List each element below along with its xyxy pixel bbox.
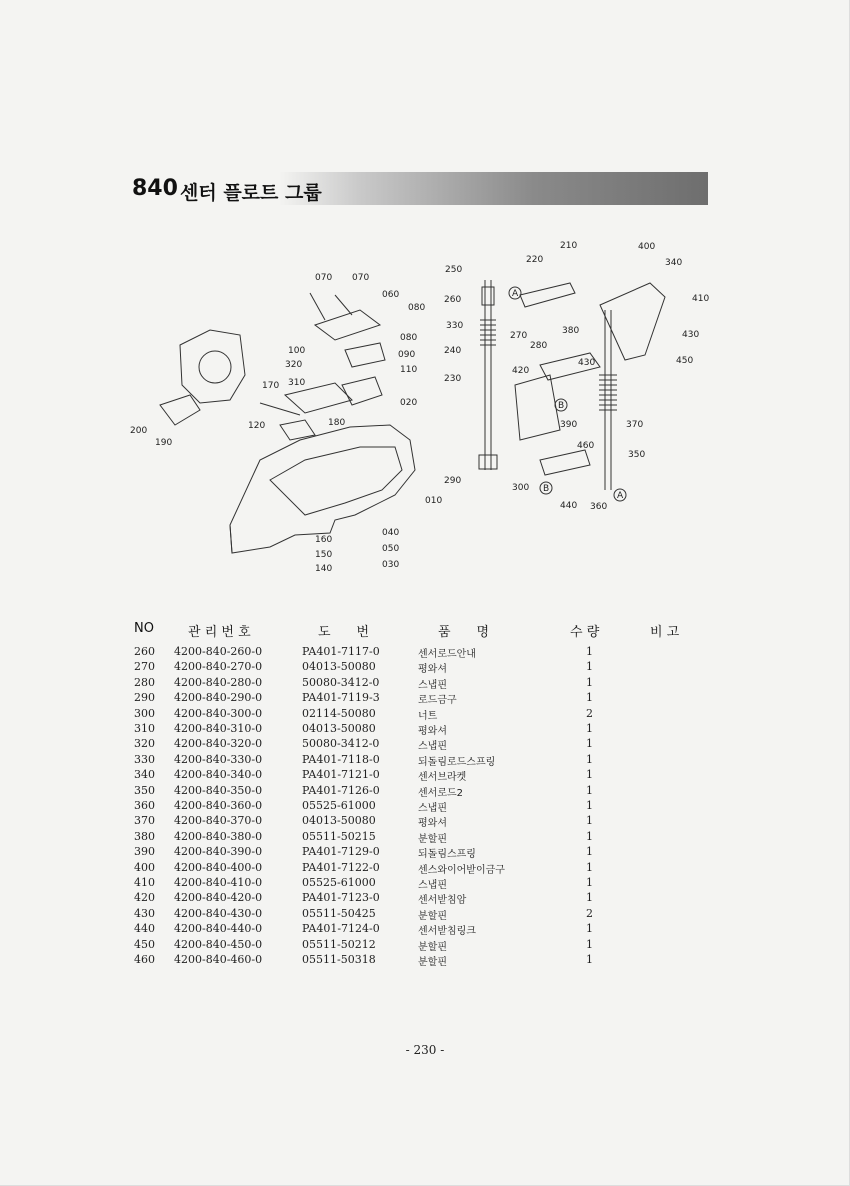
exploded-parts-diagram bbox=[120, 235, 720, 590]
table-row bbox=[0, 691, 850, 706]
cell-drawing: 04013-50080 bbox=[302, 814, 376, 828]
table-row bbox=[0, 799, 850, 814]
part-callout: 300 bbox=[512, 483, 530, 493]
cell-drawing: 50080-3412-0 bbox=[302, 675, 380, 689]
part-callout: 460 bbox=[577, 441, 595, 451]
cell-mgmt: 4200-840-430-0 bbox=[174, 906, 263, 920]
cell-drawing: PA401-7121-0 bbox=[302, 768, 380, 782]
cell-mgmt: 4200-840-370-0 bbox=[174, 814, 263, 828]
part-callout: 150 bbox=[315, 550, 333, 560]
part-callout: 240 bbox=[444, 346, 462, 356]
cell-mgmt: 4200-840-440-0 bbox=[174, 922, 263, 936]
cell-name: 센서로드안내 bbox=[418, 649, 476, 660]
cell-qty: 1 bbox=[586, 783, 593, 797]
cell-qty: 1 bbox=[586, 675, 593, 689]
table-row bbox=[0, 907, 850, 922]
reference-marker: B bbox=[543, 484, 550, 494]
table-row bbox=[0, 938, 850, 953]
header-remark: 비 고 bbox=[650, 625, 680, 640]
cell-mgmt: 4200-840-280-0 bbox=[174, 675, 263, 689]
cell-name: 되돌림스프링 bbox=[418, 849, 476, 861]
cell-mgmt: 4200-840-420-0 bbox=[174, 891, 263, 905]
cell-qty: 1 bbox=[586, 829, 593, 843]
cell-qty: 1 bbox=[586, 891, 593, 905]
cell-name: 센서브라켓 bbox=[418, 772, 467, 784]
table-row bbox=[0, 891, 850, 906]
cell-no: 280 bbox=[134, 675, 155, 689]
cell-name: 스냅핀 bbox=[418, 679, 447, 691]
cell-name: 평와셔 bbox=[418, 726, 447, 737]
part-callout: 040 bbox=[382, 528, 400, 538]
cell-qty: 1 bbox=[586, 660, 593, 674]
cell-no: 370 bbox=[134, 814, 155, 828]
cell-drawing: PA401-7118-0 bbox=[302, 752, 380, 766]
cell-qty: 1 bbox=[586, 768, 593, 782]
table-row bbox=[0, 722, 850, 737]
cell-drawing: 05511-50318 bbox=[302, 953, 376, 966]
cell-no: 320 bbox=[134, 737, 155, 751]
cell-no: 430 bbox=[134, 906, 155, 920]
cell-no: 390 bbox=[134, 845, 155, 859]
cell-drawing: 50080-3412-0 bbox=[302, 737, 380, 751]
cell-drawing: PA401-7119-3 bbox=[302, 691, 380, 705]
section-title: 센터 플로트 그룹 bbox=[180, 182, 322, 204]
cell-name: 되돌림로드스프링 bbox=[418, 756, 496, 768]
part-callout: 430 bbox=[682, 330, 700, 340]
cell-qty: 2 bbox=[586, 706, 593, 720]
part-callout: 030 bbox=[382, 560, 400, 570]
cell-mgmt: 4200-840-320-0 bbox=[174, 737, 263, 751]
cell-name: 스냅핀 bbox=[418, 803, 447, 814]
cell-name: 센서받침암 bbox=[418, 895, 467, 907]
cell-no: 420 bbox=[134, 891, 155, 905]
cell-qty: 1 bbox=[586, 937, 593, 951]
cell-no: 350 bbox=[134, 783, 155, 797]
part-callout: 220 bbox=[526, 255, 544, 265]
cell-drawing: 02114-50080 bbox=[302, 706, 376, 720]
part-callout: 100 bbox=[288, 346, 306, 356]
part-callout: 370 bbox=[626, 420, 644, 430]
part-callout: 250 bbox=[445, 265, 463, 275]
cell-qty: 1 bbox=[586, 799, 593, 812]
header-management-number: 관 리 번 호 bbox=[188, 625, 251, 640]
cell-qty: 1 bbox=[586, 737, 593, 751]
cell-mgmt: 4200-840-270-0 bbox=[174, 660, 263, 674]
cell-drawing: 05511-50215 bbox=[302, 829, 376, 843]
cell-qty: 1 bbox=[586, 860, 593, 874]
cell-qty: 2 bbox=[586, 906, 593, 920]
part-callout: 260 bbox=[444, 295, 462, 305]
cell-drawing: PA401-7123-0 bbox=[302, 891, 380, 905]
part-callout: 080 bbox=[408, 303, 426, 313]
part-callout: 270 bbox=[510, 331, 528, 341]
table-row bbox=[0, 737, 850, 752]
part-callout: 210 bbox=[560, 241, 578, 251]
cell-drawing: PA401-7117-0 bbox=[302, 645, 380, 658]
part-callout: 280 bbox=[530, 341, 548, 351]
cell-no: 300 bbox=[134, 706, 155, 720]
cell-no: 290 bbox=[134, 691, 155, 705]
cell-mgmt: 4200-840-290-0 bbox=[174, 691, 263, 705]
cell-drawing: PA401-7129-0 bbox=[302, 845, 380, 859]
cell-mgmt: 4200-840-400-0 bbox=[174, 860, 263, 874]
cell-qty: 1 bbox=[586, 691, 593, 705]
part-callout: 440 bbox=[560, 501, 578, 511]
cell-drawing: 04013-50080 bbox=[302, 660, 376, 674]
cell-name: 로드금구 bbox=[418, 695, 457, 707]
cell-qty: 1 bbox=[586, 953, 593, 966]
part-callout: 090 bbox=[398, 350, 416, 360]
cell-drawing: 05511-50212 bbox=[302, 937, 376, 951]
cell-mgmt: 4200-840-360-0 bbox=[174, 799, 263, 812]
table-row bbox=[0, 876, 850, 891]
cell-no: 270 bbox=[134, 660, 155, 674]
cell-no: 340 bbox=[134, 768, 155, 782]
cell-no: 310 bbox=[134, 722, 155, 735]
part-callout: 060 bbox=[382, 290, 400, 300]
cell-no: 400 bbox=[134, 860, 155, 874]
cell-qty: 1 bbox=[586, 922, 593, 936]
part-callout: 390 bbox=[560, 420, 578, 430]
table-row bbox=[0, 784, 850, 799]
cell-name: 너트 bbox=[418, 710, 438, 722]
part-callout: 420 bbox=[512, 366, 530, 376]
part-callout: 330 bbox=[446, 321, 464, 331]
cell-no: 440 bbox=[134, 922, 155, 936]
cell-name: 센서받침링크 bbox=[418, 926, 476, 938]
cell-name: 스냅핀 bbox=[418, 880, 447, 891]
part-callout: 350 bbox=[628, 450, 646, 460]
part-callout: 410 bbox=[692, 294, 710, 304]
part-callout: 110 bbox=[400, 365, 418, 375]
part-callout: 160 bbox=[315, 535, 333, 545]
cell-mgmt: 4200-840-340-0 bbox=[174, 768, 263, 782]
cell-no: 410 bbox=[134, 876, 155, 889]
part-callout: 340 bbox=[665, 258, 683, 268]
table-row bbox=[0, 707, 850, 722]
cell-no: 460 bbox=[134, 953, 155, 966]
cell-mgmt: 4200-840-380-0 bbox=[174, 829, 263, 843]
part-callout: 170 bbox=[262, 381, 280, 391]
part-callout: 290 bbox=[444, 476, 462, 486]
cell-mgmt: 4200-840-410-0 bbox=[174, 876, 263, 889]
part-callout: 050 bbox=[382, 544, 400, 554]
cell-no: 450 bbox=[134, 937, 155, 951]
part-callout: 380 bbox=[562, 326, 580, 336]
cell-mgmt: 4200-840-260-0 bbox=[174, 645, 263, 658]
cell-name: 분할핀 bbox=[418, 910, 447, 922]
part-callout: 140 bbox=[315, 564, 333, 574]
cell-drawing: 05525-61000 bbox=[302, 799, 376, 812]
cell-drawing: PA401-7124-0 bbox=[302, 922, 380, 936]
cell-mgmt: 4200-840-330-0 bbox=[174, 752, 263, 766]
cell-qty: 1 bbox=[586, 722, 593, 735]
header-no: NO bbox=[134, 621, 154, 636]
header-part-name: 품 명 bbox=[438, 625, 490, 640]
cell-no: 360 bbox=[134, 799, 155, 812]
cell-qty: 1 bbox=[586, 752, 593, 766]
cell-drawing: PA401-7122-0 bbox=[302, 860, 380, 874]
table-row bbox=[0, 768, 850, 783]
cell-mgmt: 4200-840-460-0 bbox=[174, 953, 263, 966]
cell-mgmt: 4200-840-450-0 bbox=[174, 937, 263, 951]
page-number: - 230 - bbox=[405, 1043, 445, 1057]
cell-name: 센스와이어받이금구 bbox=[418, 864, 505, 876]
table-row bbox=[0, 953, 850, 968]
header-drawing-number: 도 번 bbox=[318, 625, 370, 640]
header-quantity: 수 량 bbox=[570, 625, 600, 640]
table-row bbox=[0, 830, 850, 845]
cell-qty: 1 bbox=[586, 845, 593, 859]
table-row bbox=[0, 922, 850, 937]
table-row bbox=[0, 676, 850, 691]
part-callout: 010 bbox=[425, 496, 443, 506]
diagram-canvas bbox=[120, 235, 720, 590]
reference-marker: A bbox=[512, 289, 519, 299]
part-callout: 430 bbox=[578, 358, 596, 368]
table-row bbox=[0, 753, 850, 768]
cell-mgmt: 4200-840-310-0 bbox=[174, 722, 263, 735]
cell-qty: 1 bbox=[586, 876, 593, 889]
cell-no: 380 bbox=[134, 829, 155, 843]
table-row bbox=[0, 660, 850, 675]
cell-mgmt: 4200-840-300-0 bbox=[174, 706, 263, 720]
part-callout: 070 bbox=[315, 273, 333, 283]
part-callout: 230 bbox=[444, 374, 462, 384]
part-callout: 190 bbox=[155, 438, 173, 448]
part-callout: 180 bbox=[328, 418, 346, 428]
reference-marker: A bbox=[617, 491, 624, 501]
part-callout: 120 bbox=[248, 421, 266, 431]
table-row bbox=[0, 845, 850, 860]
cell-drawing: 05525-61000 bbox=[302, 876, 376, 889]
cell-name: 분할핀 bbox=[418, 957, 447, 968]
cell-name: 분할핀 bbox=[418, 941, 447, 953]
cell-mgmt: 4200-840-390-0 bbox=[174, 845, 263, 859]
cell-no: 260 bbox=[134, 645, 155, 658]
cell-qty: 1 bbox=[586, 814, 593, 828]
part-callout: 320 bbox=[285, 360, 303, 370]
table-row bbox=[0, 645, 850, 660]
cell-name: 평와셔 bbox=[418, 818, 447, 830]
cell-mgmt: 4200-840-350-0 bbox=[174, 783, 263, 797]
part-callout: 450 bbox=[676, 356, 694, 366]
part-callout: 310 bbox=[288, 378, 306, 388]
part-callout: 080 bbox=[400, 333, 418, 343]
cell-name: 평와셔 bbox=[418, 664, 447, 676]
table-row bbox=[0, 861, 850, 876]
section-number: 840 bbox=[132, 176, 178, 201]
part-callout: 070 bbox=[352, 273, 370, 283]
part-callout: 020 bbox=[400, 398, 418, 408]
cell-qty: 1 bbox=[586, 645, 593, 658]
cell-name: 분할핀 bbox=[418, 833, 447, 845]
cell-name: 센서로드2 bbox=[418, 787, 464, 799]
cell-drawing: PA401-7126-0 bbox=[302, 783, 380, 797]
table-row bbox=[0, 814, 850, 829]
cell-no: 330 bbox=[134, 752, 155, 766]
cell-drawing: 05511-50425 bbox=[302, 906, 376, 920]
part-callout: 360 bbox=[590, 502, 608, 512]
part-callout: 200 bbox=[130, 426, 148, 436]
cell-name: 스냅핀 bbox=[418, 741, 447, 753]
cell-drawing: 04013-50080 bbox=[302, 722, 376, 735]
part-callout: 400 bbox=[638, 242, 656, 252]
reference-marker: B bbox=[558, 401, 565, 411]
